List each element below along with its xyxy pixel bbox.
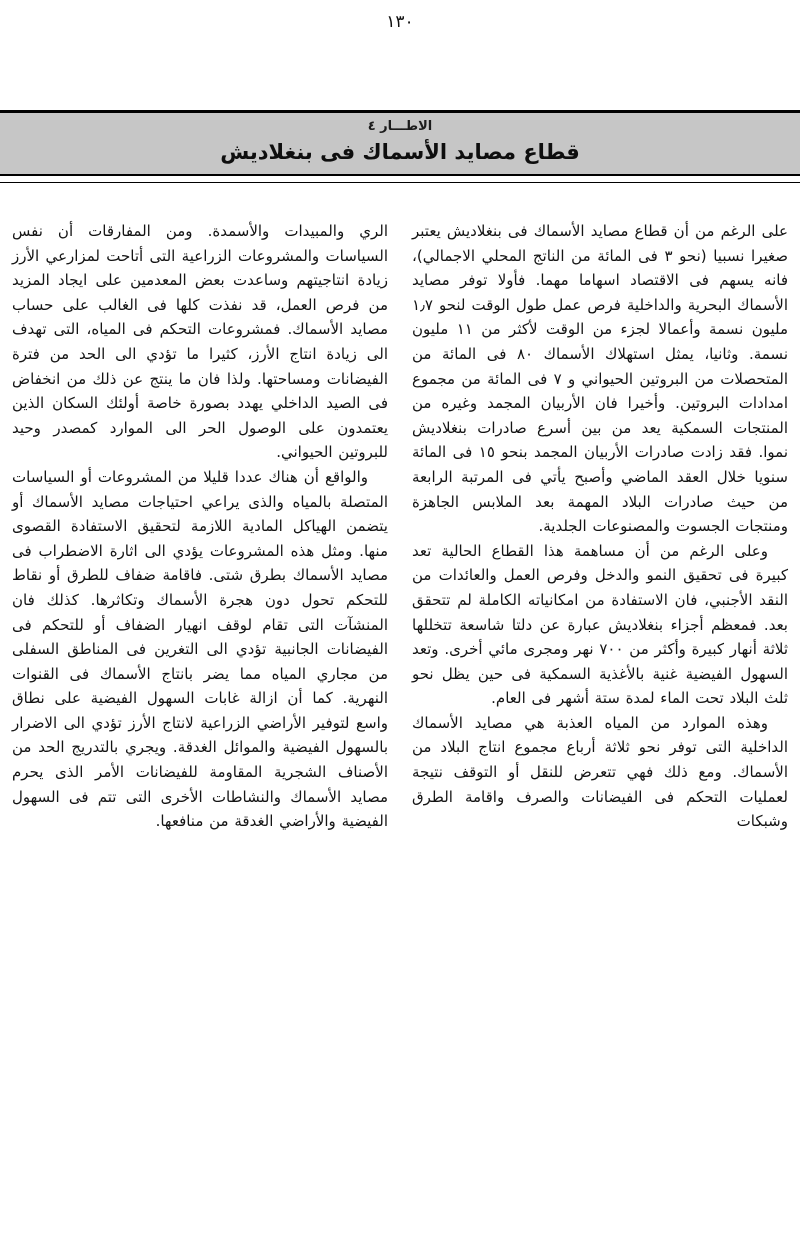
- paragraph-right-3: وهذه الموارد من المياه العذبة هي مصايد الأسماك الداخلية التى توفر نحو ثلاثة أرباع مجموع انتاج البلاد من الأسماك. ومع ذلك فهي تتعرض للنقل أو التوقف نتيجة لعمليات التحكم فى الفيضانات والصرف واقامة الطرق وشبكات: [412, 713, 788, 831]
- header-rule-thick: [0, 174, 800, 176]
- page-number: ١٣٠: [386, 12, 414, 32]
- paragraph-left-1: الري والمبيدات والأسمدة. ومن المفارقات أن نفس السياسات والمشروعات الزراعية التى أتاحت لمزارعي الأرز زيادة انتاجيتهم وساعدت بعض المعدمين على ايجاد المزيد من فرص العمل، قد نفذت كلها فى الغالب على حساب مصايد الأسماك. فمشروعات التحكم فى المياه، التى تهدف الى زيادة انتاج الأرز، كثيرا ما تؤدي الى الحد من فترة الفيضانات ومساحتها. ولذا فان ما ينتج عن ذلك من انخفاض فى الصيد الداخلي يهدد بصورة خاصة أولئك السكان الذين يعتمدون على الوصول الحر الى الموارد كمصدر وحيد للبروتين الحيواني.: [12, 222, 388, 462]
- box-header: [0, 110, 800, 174]
- paragraph-right-1: على الرغم من أن قطاع مصايد الأسماك فى بنغلاديش يعتبر صغيرا نسبيا (نحو ٣ فى المائة من الناتج المحلي الاجمالي)، فانه يسهم فى الاقتصاد اسهاما مهما. فأولا توفر مصايد الأسماك البحرية والداخلية فرص عمل طول الوقت لنحو ١٫٧ مليون نسمة وأعمالا لجزء من الوقت لأكثر من ١١ مليون نسمة. وثانيا، يمثل استهلاك الأسماك ٨٠ فى المائة من المتحصلات من البروتين الحيواني و ٧ فى المائة من مجموع امدادات البروتين. وأخيرا فان الأربيان المجمد وغيره من المنتجات السمكية يعد من بين أسرع صادرات بنغلاديش نموا. فقد زادت صادرات الأربيان المجمد بنحو ١٥ فى المائة سنويا خلال العقد الماضي وأصبح يأتي فى المرتبة الرابعة من حيث صادرات البلاد المهمة بعد الملابس الجاهزة ومنتجات الجسوت والمصنوعات الجلدية.: [412, 222, 789, 536]
- header-rule-thin: [0, 182, 800, 183]
- column-right: [412, 219, 788, 834]
- paragraph-left-2: والواقع أن هناك عددا قليلا من المشروعات أو السياسات المتصلة بالمياه والذى يراعي احتياجات مصايد الأسماك أو يتضمن الهياكل المادية اللازمة لتحقيق الاستفادة القصوى منها. ومثل هذه المشروعات يؤدي الى اثارة الاضطراب فى مصايد الأسماك بطرق شتى. فاقامة ضفاف للطرق أو نقاط للتحكم تحول دون هجرة الأسماك وتكاثرها. كذلك فان المنشآت التى تقام لوقف انهيار الضفاف أو للتحكم فى الفيضانات الجانبية تؤدي الى التغرين فى المناطق السفلى من مجاري المياه مما يضر بانتاج الأسماك فى القنوات النهرية. كما أن ازالة غابات السهول الفيضية على نطاق واسع لتوفير الأراضي الزراعية لانتاج الأرز تؤدي الى الاضرار بالسهول الفيضية والموائل الغدقة. ويجري بالتدريج الحد من الأصناف الشجرية المقاومة للفيضانات الأمر الذى يحرم مصايد الأسماك والنشاطات الأخرى التى تتم فى السهول الفيضية والأراضي الغدقة من منافعها.: [12, 467, 388, 831]
- column-left: [12, 219, 388, 834]
- paragraph-right-2: وعلى الرغم من أن مساهمة هذا القطاع الحالية تعد كبيرة فى تحقيق النمو والدخل وفرص العمل والعائدات من النقد الأجنبي، فان الاستفادة من امكانياته الكاملة لم تتحقق بعد. فمعظم أجزاء بنغلاديش عبارة عن دلتا شاسعة تتخللها ثلاثة أنهار كبيرة وأكثر من ٧٠٠ نهر ومجرى مائي أخرى. وتعد السهول الفيضية غنية بالأغذية السمكية فى حين يظل نحو ثلث البلاد تحت الماء لمدة ستة أشهر فى العام.: [412, 541, 788, 708]
- text-columns: [0, 219, 800, 834]
- box-kicker: الاطـــار ٤: [367, 119, 433, 134]
- box-title: قطاع مصايد الأسماك فى بنغلاديش: [220, 140, 580, 164]
